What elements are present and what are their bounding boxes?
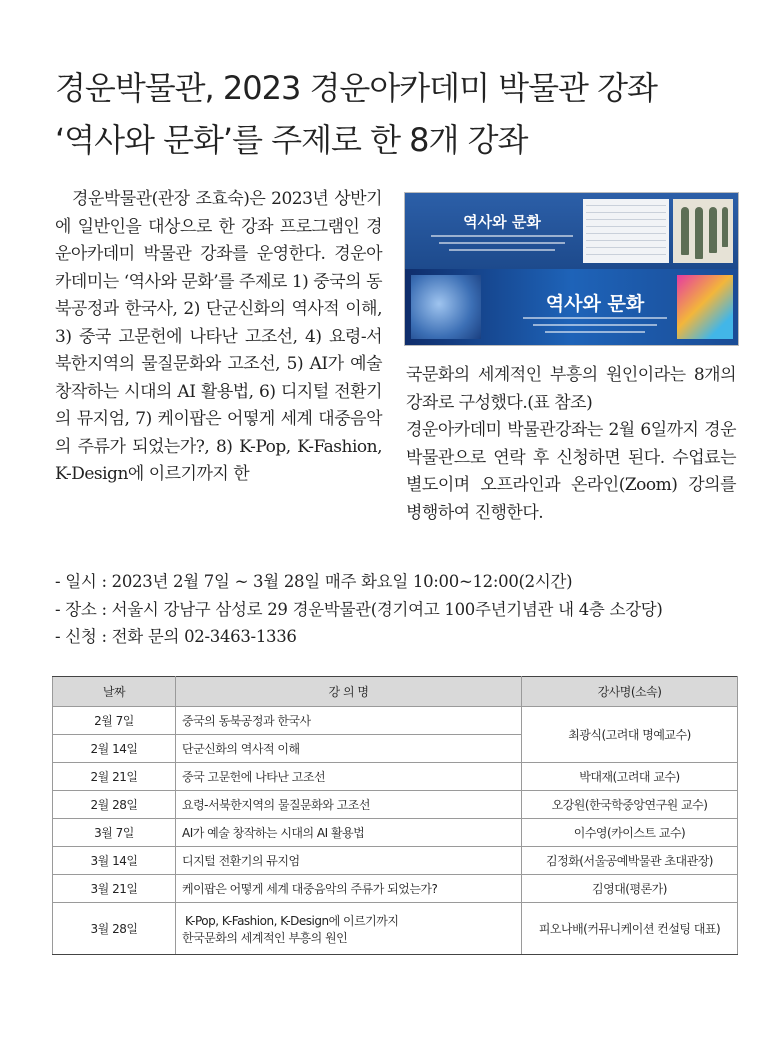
poster-bottom-title: 역사와 문화 [545,293,645,315]
row-lecture-line-1: K-Pop, K-Fashion, K-Design에 이르기까지 [185,913,399,928]
header-lecture: 강 의 명 [176,677,522,707]
dagger-shape [695,207,703,259]
table-row [53,903,738,955]
row-date: 3월 21일 [53,875,176,903]
table-row [53,707,738,735]
poster-text-line [545,331,645,333]
table-row [53,847,738,875]
row-date: 2월 7일 [53,707,176,735]
row-date: 3월 7일 [53,819,176,847]
row-date: 3월 28일 [53,903,176,955]
header-date: 날짜 [53,677,176,707]
table-row [53,763,738,791]
row-instructor: 최광식(고려대 명예교수) [522,707,738,763]
poster-text-line [431,235,573,237]
poster-text-line [439,242,565,244]
dagger-shape [681,207,689,255]
lecture-poster-image [404,192,739,346]
article-title [55,62,735,166]
table-row [53,819,738,847]
poster-kpop-image [677,275,733,339]
row-date: 2월 28일 [53,791,176,819]
row-instructor: 박대재(고려대 교수) [522,763,738,791]
row-lecture: 디지털 전환기의 뮤지엄 [176,847,522,875]
table-header-row [53,677,738,707]
event-apply: - 신청 : 전화 문의 02-3463-1336 [55,627,297,646]
poster-ai-robot-image [411,275,481,339]
row-lecture: 단군신화의 역사적 이해 [176,735,522,763]
row-lecture: 중국 고문헌에 나타난 고조선 [176,763,522,791]
table-row [53,791,738,819]
row-lecture: 요령-서북한지역의 물질문화와 고조선 [176,791,522,819]
lecture-schedule-table [52,676,738,955]
article-body-left-column [55,186,382,489]
row-date: 2월 14일 [53,735,176,763]
title-line-2: ‘역사와 문화’를 주제로 한 8개 강좌 [55,121,528,159]
body-paragraph-right-2: 경운아카데미 박물관강좌는 2월 6일까지 경운박물관으로 연락 후 신청하면 된다. 수업료는 별도이며 오프라인과 온라인(Zoom) 강의를 병행하여 진행한다. [406,420,736,523]
row-instructor: 김영대(평론가) [522,875,738,903]
row-lecture [176,903,522,955]
poster-text-line [523,317,667,319]
row-instructor: 김정화(서울공예박물관 초대관장) [522,847,738,875]
table-row [53,875,738,903]
event-date: - 일시 : 2023년 2월 7일 ~ 3월 28일 매주 화요일 10:00~12:00(2시간) [55,572,573,591]
row-instructor: 피오나배(커뮤니케이션 컨설팅 대표) [522,903,738,955]
event-place: - 장소 : 서울시 강남구 삼성로 29 경운박물관(경기여고 100주년기념관 내 4층 소강당) [55,599,663,619]
row-lecture: 케이팝은 어떻게 세계 대중음악의 주류가 되었는가? [176,875,522,903]
row-instructor: 이수영(카이스트 교수) [522,819,738,847]
title-line-1: 경운박물관, 2023 경운아카데미 박물관 강좌 [55,69,657,107]
body-paragraph-right-1: 국문화의 세계적인 부흥의 원인이라는 8개의 강좌로 구성했다.(표 참조) [406,365,736,413]
event-info [55,568,755,651]
poster-text-line [449,249,555,251]
poster-text-line [533,324,657,326]
row-lecture-line-2: 한국문화의 세계적인 부흥의 원인 [182,930,348,945]
header-instructor: 강사명(소속) [522,677,738,707]
poster-bronze-daggers-image [673,199,733,263]
poster-top-panel [405,193,738,269]
dagger-shape [709,207,717,253]
article-body-right-column [406,362,736,527]
poster-schedule-table [583,199,669,263]
dagger-shape [722,207,728,247]
row-instructor: 오강원(한국학중앙연구원 교수) [522,791,738,819]
poster-top-title: 역사와 문화 [463,213,541,231]
row-lecture: 중국의 동북공정과 한국사 [176,707,522,735]
row-date: 3월 14일 [53,847,176,875]
body-paragraph-left: 경운박물관(관장 조효숙)은 2023년 상반기에 일반인을 대상으로 한 강좌 프로그램인 경운아카데미 박물관 강좌를 운영한다. 경운아카데미는 ‘역사와 문화’를 주제로 1) 중국의 동북공정과 한국사, 2) 단군신화의 역사적 이해, 3) 중국 고문헌에 나타난 고조선, 4) 요령-서북한지역의 물질문화와 고조선, 5) AI가 예술 창작하는 시대의 AI 활용법, 6) 디지털 전환기의 뮤지엄, 7) 케이팝은 어떻게 세계 대중음악의 주류가 되었는가?, 8) K-Pop, K-Fashion, K-Design에 이르기까지 한 [55,189,382,484]
row-lecture: AI가 예술 창작하는 시대의 AI 활용법 [176,819,522,847]
row-date: 2월 21일 [53,763,176,791]
